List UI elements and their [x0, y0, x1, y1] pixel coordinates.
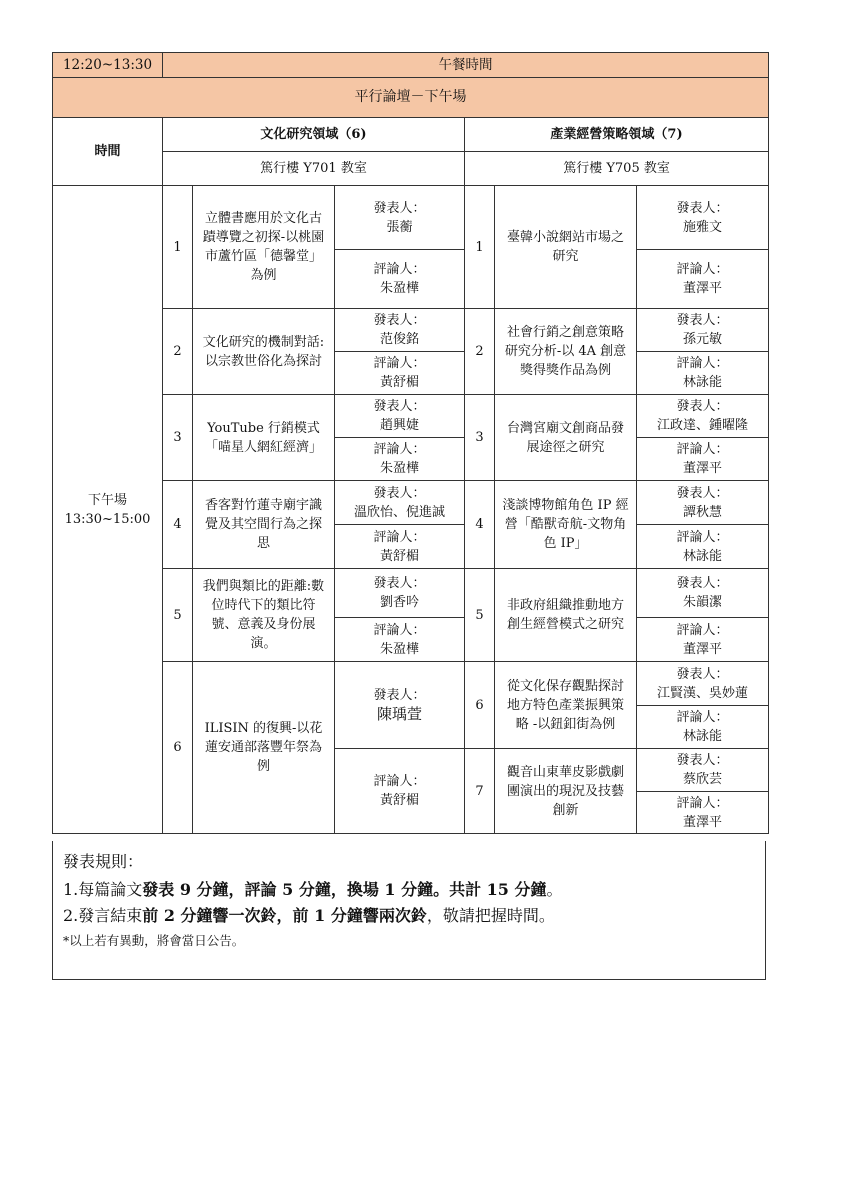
presenter-label: 發表人： [373, 485, 426, 501]
b2-reviewer [637, 352, 769, 395]
a6-reviewer [335, 749, 465, 834]
track-b-header: 產業經營策略領域（7) [465, 118, 769, 152]
rule-2-suffix: ，敬請把握時間。 [426, 906, 555, 925]
presenter-name: 孫元敏 [683, 332, 723, 347]
presenter-name: 張蘅 [386, 219, 413, 235]
reviewer-name: 朱盈樺 [379, 641, 419, 657]
rule-1-suffix: 。 [546, 880, 563, 899]
reviewer-name: 朱盈樺 [379, 281, 419, 296]
presenter-name: 譚秋慧 [683, 504, 723, 520]
b3-presenter [637, 395, 769, 438]
b6-presenter [637, 662, 769, 706]
presenter-name: 江賢漢、吳妙蓮 [657, 685, 749, 701]
a5-number: 5 [163, 569, 193, 662]
reviewer-name: 林詠能 [683, 548, 723, 564]
b1-number: 1 [465, 186, 495, 309]
b2-title: 社會行銷之創意策略研究分析-以 4A 創意獎得獎作品為例 [495, 309, 637, 395]
reviewer-label: 評論人： [676, 529, 729, 545]
a6-presenter [335, 662, 465, 749]
b7-number: 7 [465, 749, 495, 834]
reviewer-label: 評論人： [373, 356, 426, 371]
presenter-name: 蔡欣芸 [683, 772, 723, 787]
a5-presenter [335, 569, 465, 618]
b1-reviewer [637, 250, 769, 309]
reviewer-label: 評論人： [373, 529, 426, 545]
a4-title: 香客對竹蓮寺廟宇識覺及其空間行為之探思 [193, 481, 335, 569]
b3-reviewer [637, 438, 769, 481]
b1-presenter [637, 186, 769, 250]
a3-title: YouTube 行銷模式「喵星人網紅經濟」 [193, 395, 335, 481]
lunch-time: 12:20~13:30 [53, 53, 163, 78]
reviewer-label: 評論人： [676, 710, 729, 725]
forum-band [53, 78, 769, 118]
reviewer-name: 黃舒楣 [379, 793, 419, 808]
session-cell [53, 186, 163, 834]
session-name: 下午場 [87, 492, 127, 508]
reviewer-name: 林詠能 [683, 729, 723, 744]
session-time: 13:30~15:00 [64, 511, 151, 527]
presenter-name: 溫欣怡、倪進誠 [353, 504, 445, 520]
a3-presenter [335, 395, 465, 438]
rules-note: *以上若有異動，將會當日公告。 [63, 933, 245, 948]
a2-number: 2 [163, 309, 193, 395]
reviewer-label: 評論人： [676, 795, 729, 811]
a5-reviewer [335, 618, 465, 662]
reviewer-name: 林詠能 [683, 375, 723, 390]
room-b: 篤行樓 Y705 教室 [465, 152, 769, 186]
presenter-name: 江政達、鍾曜隆 [657, 418, 749, 433]
presenter-label: 發表人： [676, 200, 729, 216]
a4-reviewer [335, 525, 465, 569]
track-header-row [53, 118, 769, 152]
a6-title: ILISIN 的復興-以花蓮安通部落豐年祭為例 [193, 662, 335, 834]
b1-title: 臺韓小說網站市場之研究 [495, 186, 637, 309]
presenter-name: 施雅文 [683, 219, 723, 235]
b4-reviewer [637, 525, 769, 569]
presenter-label: 發表人： [676, 399, 729, 414]
presenter-label: 發表人： [373, 200, 426, 216]
a4-presenter [335, 481, 465, 525]
reviewer-name: 黃舒楣 [379, 548, 419, 564]
forum-band-label: 平行論壇－下午場 [53, 78, 769, 118]
presenter-label: 發表人： [676, 666, 729, 682]
presenter-label: 發表人： [676, 485, 729, 501]
b4-presenter [637, 481, 769, 525]
b5-title: 非政府組織推動地方創生經營模式之研究 [495, 569, 637, 662]
b5-presenter [637, 569, 769, 618]
rule-2 [63, 903, 555, 926]
a5-title: 我們與類比的距離:數位時代下的類比符號、意義及身份展演。 [193, 569, 335, 662]
reviewer-label: 評論人： [676, 356, 729, 371]
presenter-name: 劉香吟 [379, 595, 419, 610]
a2-reviewer [335, 352, 465, 395]
a1-number: 1 [163, 186, 193, 309]
room-a: 篤行樓 Y701 教室 [163, 152, 465, 186]
a3-number: 3 [163, 395, 193, 481]
reviewer-name: 董澤平 [683, 641, 723, 657]
b2-presenter [637, 309, 769, 352]
presenter-name: 陳瑀萱 [376, 705, 422, 723]
rules-heading: 發表規則： [63, 852, 144, 871]
rule-1 [63, 877, 563, 900]
presenter-name: 趙興婕 [379, 418, 419, 433]
reviewer-name: 董澤平 [683, 281, 723, 296]
b5-number: 5 [465, 569, 495, 662]
reviewer-label: 評論人： [676, 262, 729, 277]
a6-number: 6 [163, 662, 193, 834]
reviewer-label: 評論人： [373, 262, 426, 277]
reviewer-label: 評論人： [373, 622, 426, 638]
reviewer-name: 黃舒楣 [379, 375, 419, 390]
a4-number: 4 [163, 481, 193, 569]
schedule-table [52, 52, 769, 834]
b5-reviewer [637, 618, 769, 662]
b4-title: 淺談博物館角色 IP 經營「酷獸奇航-文物角色 IP」 [495, 481, 637, 569]
a2-presenter [335, 309, 465, 352]
a3-reviewer [335, 438, 465, 481]
reviewer-name: 董澤平 [683, 814, 723, 830]
table-row [53, 186, 769, 250]
reviewer-name: 董澤平 [683, 461, 723, 476]
b4-number: 4 [465, 481, 495, 569]
lunch-label: 午餐時間 [163, 53, 769, 78]
b7-reviewer [637, 792, 769, 834]
presenter-label: 發表人： [373, 399, 426, 414]
a1-reviewer [335, 250, 465, 309]
reviewer-label: 評論人： [676, 442, 729, 457]
presenter-label: 發表人： [373, 576, 426, 591]
b2-number: 2 [465, 309, 495, 395]
b3-number: 3 [465, 395, 495, 481]
rule-1-emphasis: 發表 9 分鐘，評論 5 分鐘，換場 1 分鐘。共計 15 分鐘 [142, 880, 547, 899]
presenter-name: 范俊銘 [379, 332, 419, 347]
reviewer-label: 評論人： [373, 774, 426, 789]
track-a-header: 文化研究領域（6) [163, 118, 465, 152]
b6-number: 6 [465, 662, 495, 749]
reviewer-label: 評論人： [373, 442, 426, 457]
b7-presenter [637, 749, 769, 792]
a1-title: 立體書應用於文化古蹟導覽之初探-以桃園市蘆竹區「德馨堂」為例 [193, 186, 335, 309]
presenter-label: 發表人： [373, 313, 426, 328]
reviewer-label: 評論人： [676, 622, 729, 638]
presenter-label: 發表人： [676, 753, 729, 768]
presenter-name: 朱韻潔 [683, 595, 723, 610]
lunch-row [53, 53, 769, 78]
rule-2-emphasis: 前 2 分鐘響一次鈴，前 1 分鐘響兩次鈴 [142, 906, 427, 925]
b7-title: 觀音山東華皮影戲劇團演出的現況及技藝創新 [495, 749, 637, 834]
presenter-label: 發表人： [676, 576, 729, 591]
b6-reviewer [637, 706, 769, 749]
b6-title: 從文化保存觀點探討地方特色產業振興策略 -以鈕釦街為例 [495, 662, 637, 749]
time-header: 時間 [53, 118, 163, 186]
b3-title: 台灣宮廟文創商品發展途徑之研究 [495, 395, 637, 481]
presentation-rules [52, 841, 766, 980]
presenter-label: 發表人： [676, 313, 729, 328]
reviewer-name: 朱盈樺 [379, 461, 419, 476]
a2-title: 文化研究的機制對話:以宗教世俗化為探討 [193, 309, 335, 395]
presenter-label: 發表人： [373, 688, 426, 703]
rule-2-prefix: 2.發言結束 [63, 906, 143, 925]
a1-presenter [335, 186, 465, 250]
rule-1-prefix: 1.每篇論文 [63, 880, 143, 899]
